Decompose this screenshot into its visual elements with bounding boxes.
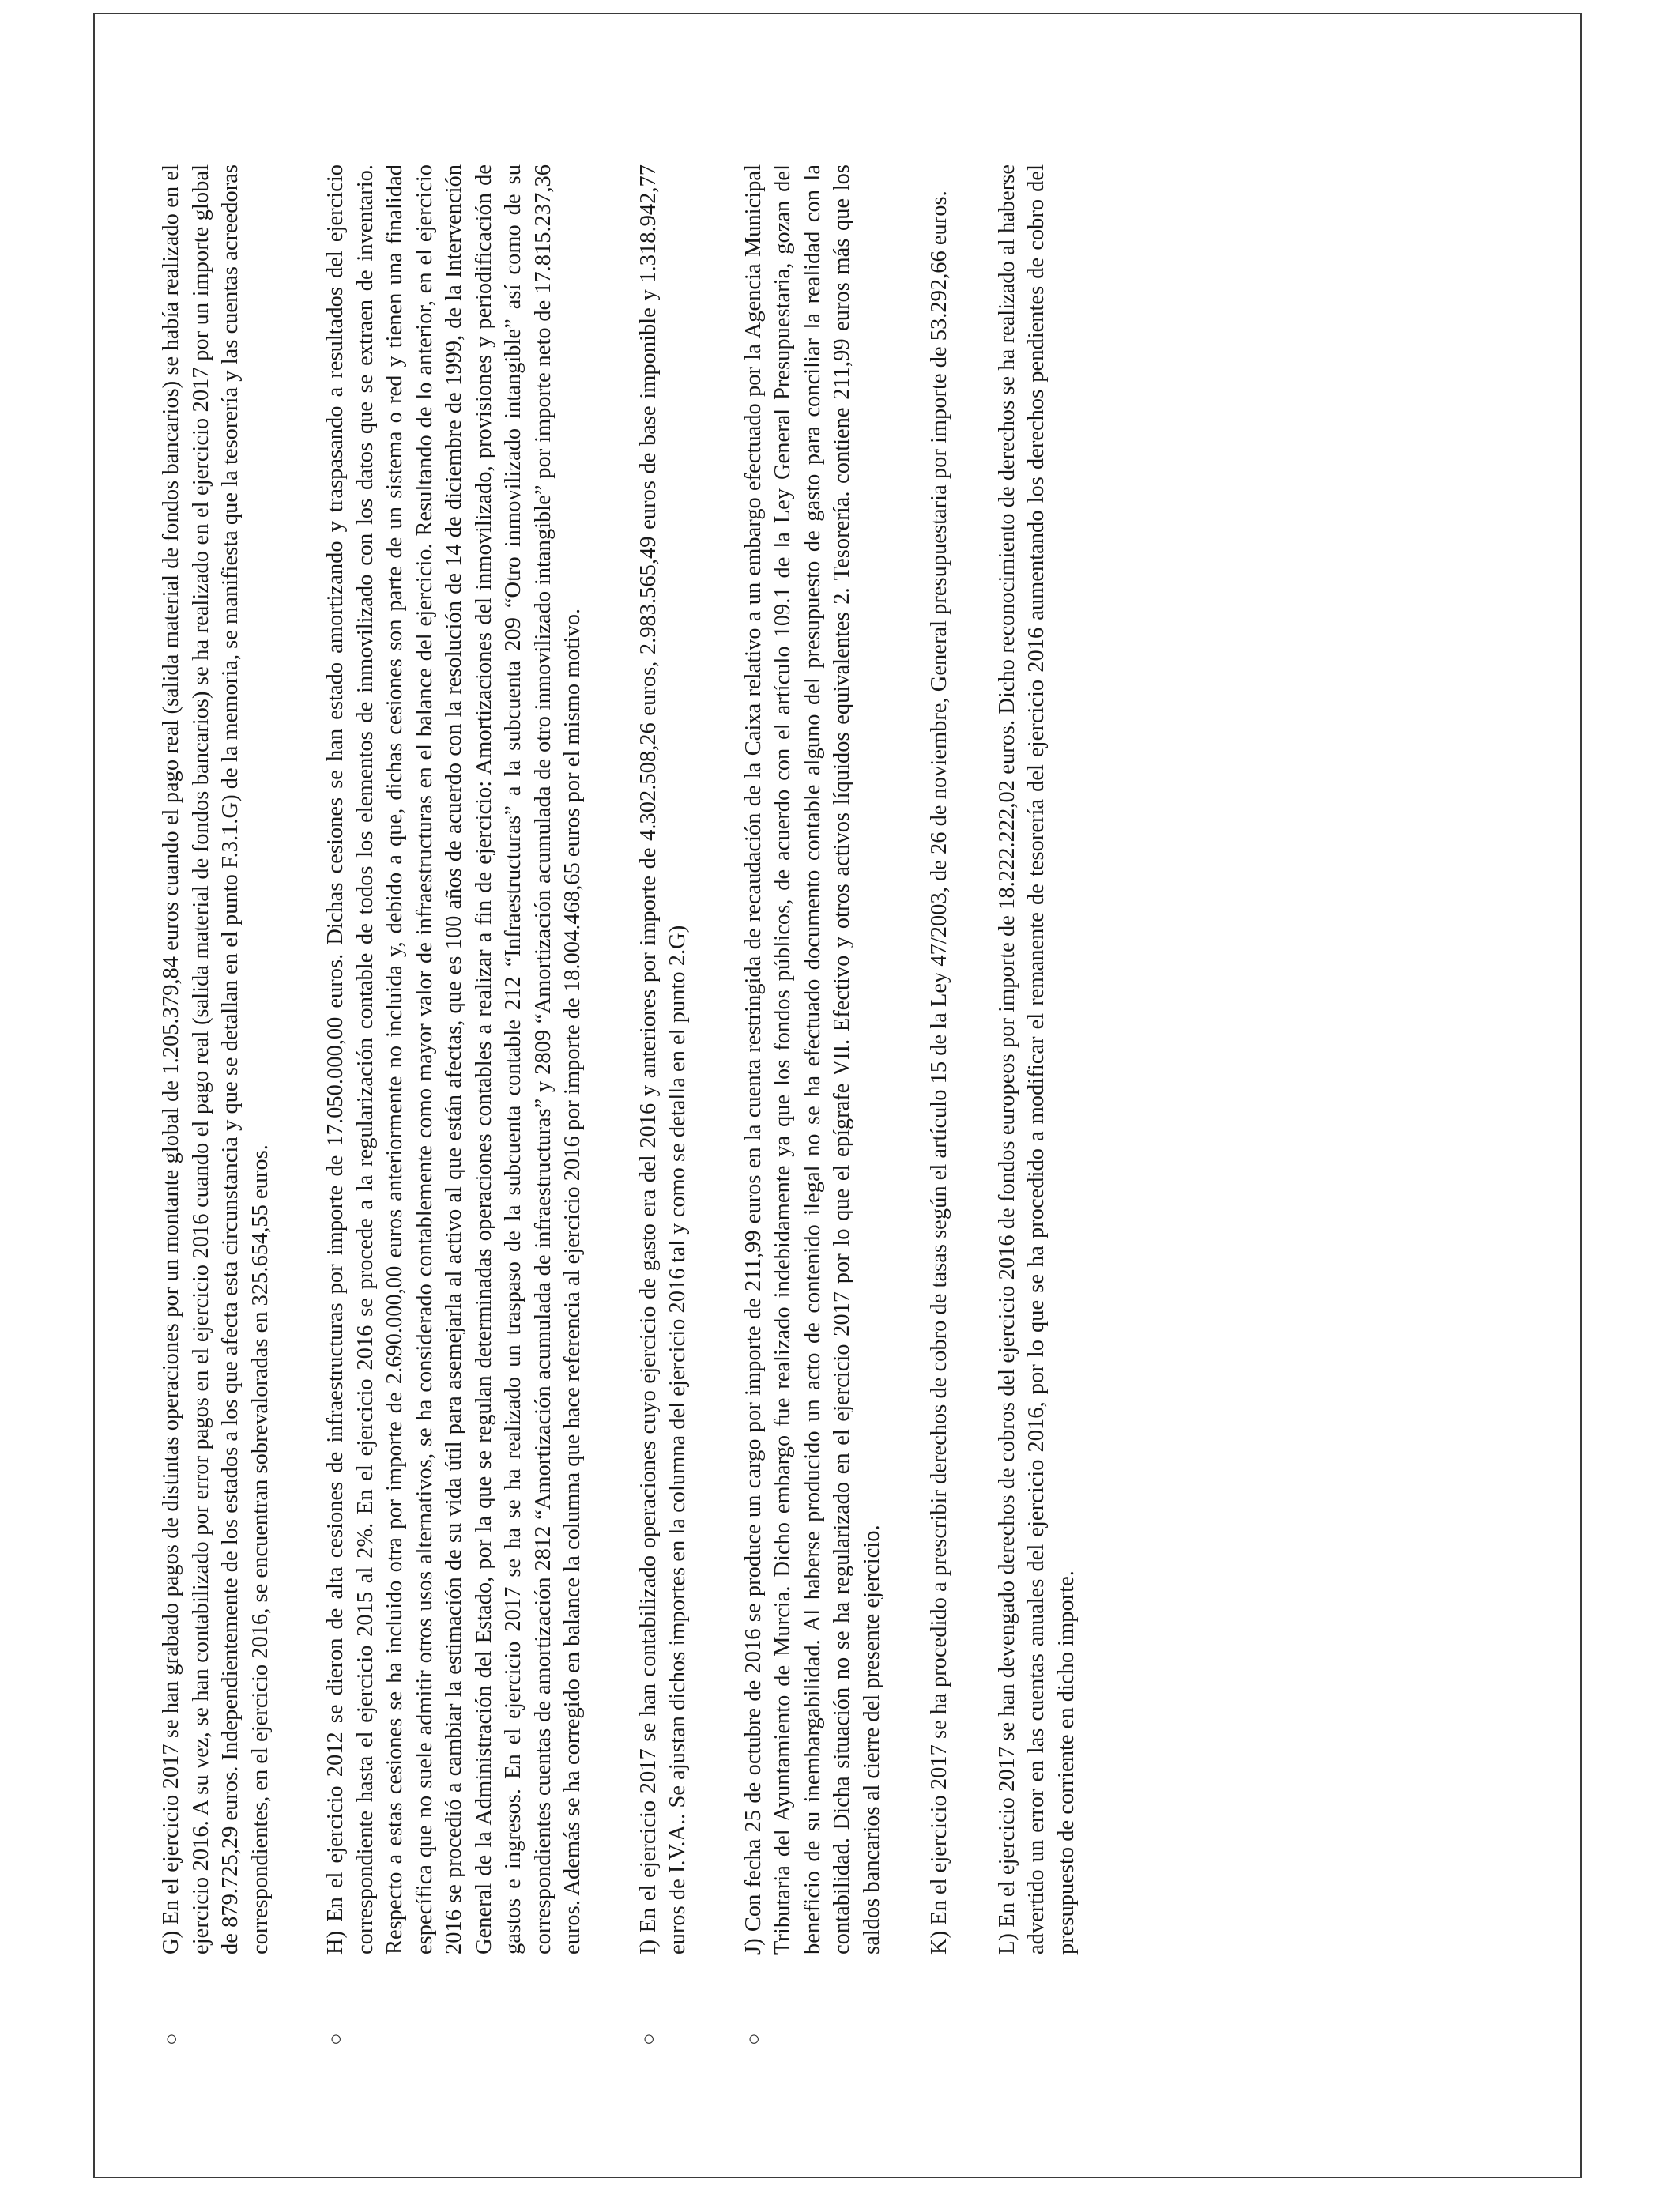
- note-i: [634, 164, 693, 2045]
- note-h: [321, 164, 588, 2045]
- note-g-text: G) En el ejercicio 2017 se han grabado pagos de distintas operaciones por un montante global de 1.205.379,84 euros cuando el pago real (salida material de fondos bancarios) se había realizado en el ejercicio 2016. A su vez, se han contabilizado por error pagos en el ejercicio 2016 cuando el pago real (salida material de fondos bancarios) se ha realizado en el ejercicio 2017 por un importe global de 879.725,29 euros. Independientemente de los estados a los que afecta esta circunstancia y que se detallan en el punto F.3.1.G) de la memoria, se manifiesta que la tesorería y las cuentas acreedoras correspondientes, en el ejercicio 2016, se encuentran sobrevaloradas en 325.654,55 euros.: [159, 164, 273, 1955]
- page-frame: [93, 13, 1582, 2178]
- rotated-page-content: [95, 14, 1582, 2178]
- bullet-circle-icon: ○: [324, 2033, 347, 2045]
- bullet-circle-icon: ○: [741, 2033, 765, 2045]
- note-k-text: K) En el ejercicio 2017 se ha procedido a prescribir derechos de cobro de tasas según el artículo 15 de la Ley 47/2003, de 26 de noviembre, General presupuestaria por importe de 53.292,66 euros.: [927, 190, 951, 1955]
- bullet-circle-icon: ○: [160, 2033, 183, 2045]
- note-j-text: J) Con fecha 25 de octubre de 2016 se produce un cargo por importe de 211,99 euros en la cuenta restringida de recaudación de la Caixa relativo a un embargo efectuado por la Agencia Municipal Tributaria del Ayuntamiento de Murcia. Dicho embargo fue realizado indebidamente ya que los fondos públicos, de acuerdo con el artículo 109.1 de la Ley General Presupuestaria, gozan del beneficio de su inembargabilidad. Al haberse producido un acto de contenido ilegal no se ha efectuado documento contable alguno del presupuesto de gasto para conciliar la realidad con la contabilidad. Dicha situación no se ha regularizado en el ejercicio 2017 por lo que el epígrafe VII. Efectivo y otros activos líquidos equivalentes 2. Tesorería. contiene 211,99 euros más que los saldos bancarios al cierre del presente ejercicio.: [740, 164, 884, 1955]
- note-l-text: L) En el ejercicio 2017 se han devengado derechos de cobros del ejercicio 2016 de fondos europeos por importe de 18.222.222,02 euros. Dicho reconocimiento de derechos se ha realizado al haberse advertido un error en las cuentas anuales del ejercicio 2016, por lo que se ha procedido a modificar el remanente de tesorería del ejercicio 2016 aumentando los derechos pendientes de cobro del presupuesto de corriente en dicho importe.: [994, 164, 1079, 1955]
- notes-list: [156, 164, 1127, 2045]
- note-h-text: H) En el ejercicio 2012 se dieron de alta cesiones de infraestructuras por importe de 17.050.000,00 euros. Dichas cesiones se han estado amortizando y traspasando a resultados del ejercicio correspondiente hasta el ejercicio 2015 al 2%. En el ejercicio 2016 se procede a la regularización contable de todos los elementos de inmovilizado con los datos que se extraen de inventario. Respecto a estas cesiones se ha incluido otra por importe de 2.690.000,00 euros anteriormente no incluida y, debido a que, dichas cesiones son parte de un sistema o red y tienen una finalidad específica que no suele admitir otros usos alternativos, se ha considerado contablemente como mayor valor de infraestructuras en el balance del ejercicio. Resultando de lo anterior, en el ejercicio 2016 se procedió a cambiar la estimación de su vida útil para asemejarla al activo al que están afectas, que es 100 años de acuerdo con la resolución de 14 de diciembre de 1999, de la Intervención General de la Administración del Estado, por la que se regulan determinadas operaciones contables a realizar a fin de ejercicio: Amortizaciones del inmovilizado, provisiones y periodificación de gastos e ingresos. En el ejercicio 2017 se ha se ha realizado un traspaso de la subcuenta contable 212 “Infraestructuras” a la subcuenta 209 “Otro inmovilizado intangible” así como de su correspondientes cuentas de amortización 2812 “Amortización acumulada de infraestructuras” y 2809 “Amortización acumulada de otro inmovilizado intangible” por importe neto de 17.815.237,36 euros. Además se ha corregido en balance la columna que hace referencia al ejercicio 2016 por importe de 18.004.468,65 euros por el mismo motivo.: [323, 164, 585, 1955]
- note-k: [925, 164, 955, 2045]
- note-i-text: I) En el ejercicio 2017 se han contabilizado operaciones cuyo ejercicio de gasto era del 2016 y anteriores por importe de 4.302.508,26 euros, 2.983.565,49 euros de base imponible y 1.318.942,77 euros de I.V.A.. Se ajustan dichos importes en la columna del ejercicio 2016 tal y como se detalla en el punto 2.G): [635, 164, 690, 1955]
- note-j: [739, 164, 887, 2045]
- bullet-circle-icon: ○: [636, 2033, 660, 2045]
- note-l: [993, 164, 1082, 2045]
- note-g: [156, 164, 275, 2045]
